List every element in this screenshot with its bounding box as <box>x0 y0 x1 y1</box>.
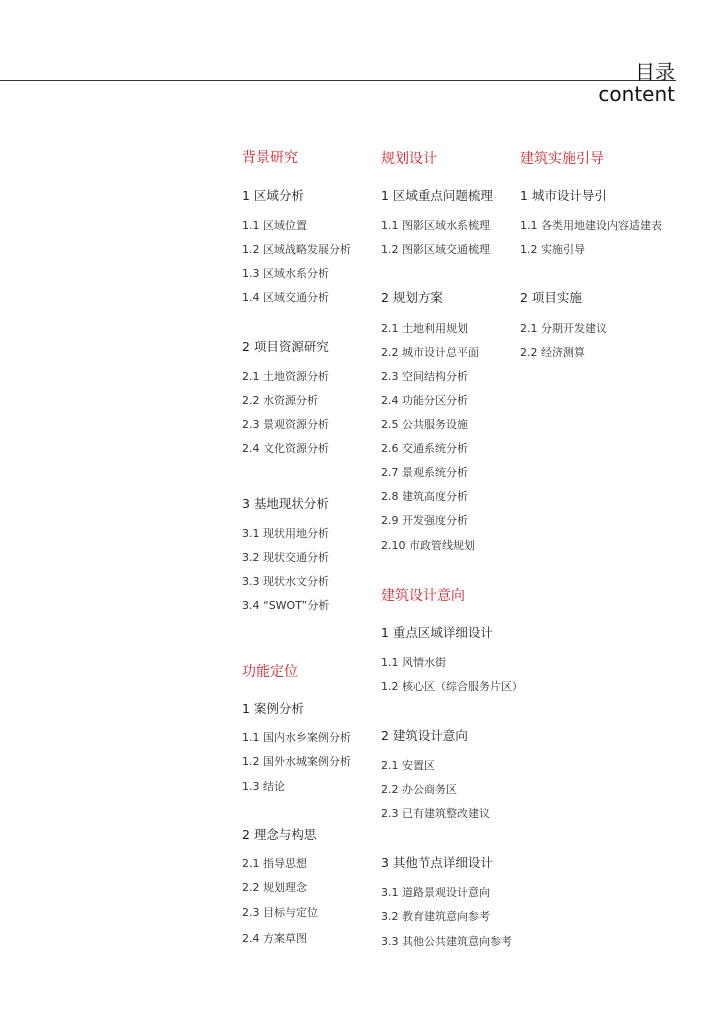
toc-item: 1.4 区域交通分析 <box>242 291 329 304</box>
chapter-heading: 1 城市设计导引 <box>520 188 607 203</box>
chapter-heading: 1 重点区域详细设计 <box>381 625 493 640</box>
section-heading: 背景研究 <box>242 150 298 166</box>
toc-item: 2.10 市政管线规划 <box>381 539 475 552</box>
toc-item: 2.1 安置区 <box>381 759 435 772</box>
section-heading: 建筑实施引导 <box>520 151 604 167</box>
toc-item: 3.2 现状交通分析 <box>242 551 329 564</box>
header-rule <box>0 80 676 81</box>
chapter-heading: 1 区域分析 <box>242 188 304 203</box>
toc-item: 2.5 公共服务设施 <box>381 418 468 431</box>
toc-item: 2.1 土地资源分析 <box>242 370 329 383</box>
chapter-heading: 1 区域重点问题梳理 <box>381 188 493 203</box>
page-title-zh: 目录 <box>635 60 675 84</box>
toc-item: 2.3 目标与定位 <box>242 906 318 919</box>
toc-item: 1.2 区域战略发展分析 <box>242 243 351 256</box>
toc-item: 2.3 景观资源分析 <box>242 418 329 431</box>
toc-item: 2.2 城市设计总平面 <box>381 346 479 359</box>
toc-item: 2.2 经济测算 <box>520 346 585 359</box>
toc-item: 1.2 图影区域交通梳理 <box>381 243 490 256</box>
chapter-heading: 2 规划方案 <box>381 290 443 305</box>
toc-item: 1.2 实施引导 <box>520 243 585 256</box>
toc-item: 2.6 交通系统分析 <box>381 442 468 455</box>
toc-item: 3.1 道路景观设计意向 <box>381 886 490 899</box>
toc-item: 2.2 办公商务区 <box>381 783 457 796</box>
section-heading: 功能定位 <box>242 664 298 680</box>
toc-item: 2.4 功能分区分析 <box>381 394 468 407</box>
toc-item: 2.7 景观系统分析 <box>381 466 468 479</box>
toc-item: 1.2 核心区（综合服务片区） <box>381 680 523 693</box>
chapter-heading: 1 案例分析 <box>242 701 304 716</box>
chapter-heading: 2 项目实施 <box>520 290 582 305</box>
toc-item: 1.1 各类用地建设内容适建表 <box>520 219 662 232</box>
toc-item: 1.1 风情水街 <box>381 656 446 669</box>
toc-item: 2.4 方案草图 <box>242 932 307 945</box>
chapter-heading: 3 其他节点详细设计 <box>381 855 493 870</box>
chapter-heading: 2 理念与构思 <box>242 827 317 842</box>
toc-item: 3.3 现状水文分析 <box>242 575 329 588</box>
chapter-heading: 3 基地现状分析 <box>242 496 329 511</box>
toc-item: 2.1 分期开发建议 <box>520 322 607 335</box>
toc-item: 3.3 其他公共建筑意向参考 <box>381 935 512 948</box>
toc-item: 2.9 开发强度分析 <box>381 514 468 527</box>
toc-item: 2.4 文化资源分析 <box>242 442 329 455</box>
toc-item: 1.1 图影区域水系梳理 <box>381 219 490 232</box>
toc-item: 2.3 空间结构分析 <box>381 370 468 383</box>
toc-item: 2.1 指导思想 <box>242 857 307 870</box>
toc-item: 1.3 区域水系分析 <box>242 267 329 280</box>
section-heading: 规划设计 <box>381 151 437 167</box>
toc-item: 2.8 建筑高度分析 <box>381 490 468 503</box>
toc-item: 1.1 区域位置 <box>242 219 307 232</box>
toc-item: 3.1 现状用地分析 <box>242 527 329 540</box>
toc-item: 1.1 国内水乡案例分析 <box>242 731 351 744</box>
toc-item: 1.2 国外水城案例分析 <box>242 755 351 768</box>
toc-item: 2.2 水资源分析 <box>242 394 318 407</box>
chapter-heading: 2 项目资源研究 <box>242 339 329 354</box>
toc-item: 1.3 结论 <box>242 780 285 793</box>
toc-item: 2.3 已有建筑整改建议 <box>381 807 490 820</box>
toc-item: 3.4 “SWOT”分析 <box>242 599 330 612</box>
toc-item: 3.2 教育建筑意向参考 <box>381 910 490 923</box>
toc-item: 2.2 规划理念 <box>242 881 307 894</box>
toc-item: 2.1 土地利用规划 <box>381 322 468 335</box>
chapter-heading: 2 建筑设计意向 <box>381 728 468 743</box>
section-heading: 建筑设计意向 <box>381 588 465 604</box>
page-title-en: content <box>598 82 675 106</box>
